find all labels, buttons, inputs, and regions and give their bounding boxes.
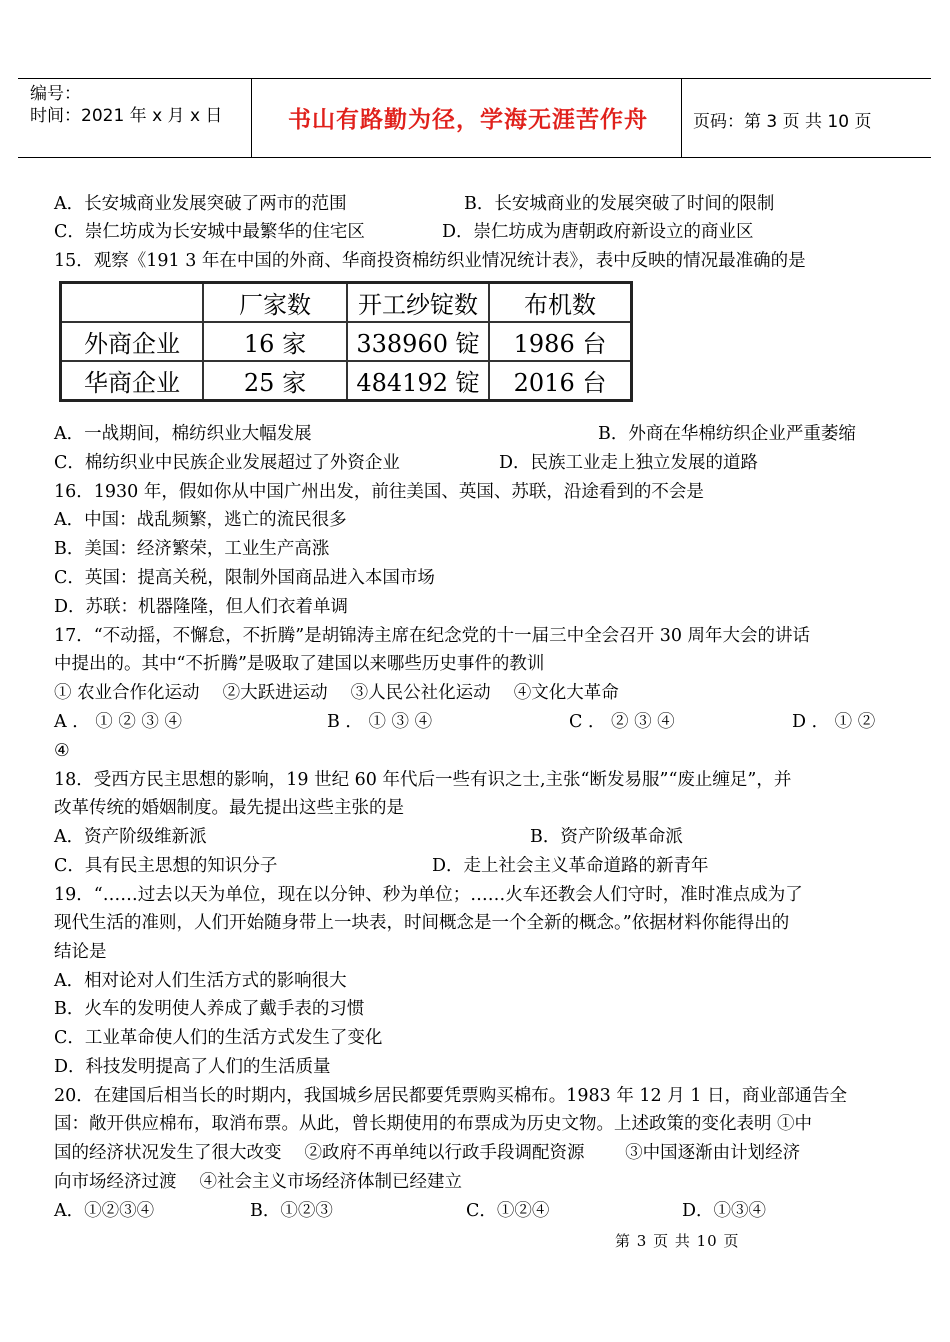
q15-option-b: B．外商在华棉纺织企业严重萎缩 [598, 424, 856, 444]
header-divider [681, 79, 682, 157]
q20-option-d: D．①③④ [682, 1201, 767, 1221]
table-row [61, 322, 632, 361]
q17-option-a: A ． ① ② ③ ④ [54, 712, 182, 732]
q15-option-d: D．民族工业走上独立发展的道路 [499, 453, 759, 473]
page-footer: 第 3 页 共 10 页 [615, 1232, 740, 1250]
q20-stem-line1: 20．在建国后相当长的时期内，我国城乡居民都要凭票购买棉布。1983 年 12 月 1 日，商业部通告全 [54, 1086, 848, 1106]
table-cell: 华商企业 [61, 361, 204, 401]
time-label: 时间：2021 年 x 月 x 日 [30, 106, 223, 126]
page-header [18, 78, 931, 158]
q17-stem-line2: 中提出的。其中“不折腾”是吸取了建国以来哪些历史事件的教训 [54, 654, 545, 674]
q16-option-c: C．英国：提高关税，限制外国商品进入本国市场 [54, 568, 435, 588]
table-cell: 338960 锭 [347, 322, 489, 361]
q17-stem-line1: 17．“不动摇，不懈怠，不折腾”是胡锦涛主席在纪念党的十一届三中全会召开 30 周年大会的讲话 [54, 626, 811, 646]
table-cell: 1986 台 [489, 322, 632, 361]
q20-stem-line4: 向市场经济过渡 ④社会主义市场经济体制已经建立 [54, 1172, 463, 1192]
q16-stem: 16．1930 年，假如你从中国广州出发，前往美国、英国、苏联，沿途看到的不会是 [54, 482, 704, 502]
q14-option-b: B．长安城商业的发展突破了时间的限制 [464, 194, 775, 214]
q14-option-d: D．崇仁坊成为唐朝政府新设立的商业区 [442, 222, 754, 242]
q20-option-c: C．①②④ [466, 1201, 550, 1221]
q15-option-c: C．棉纺织业中民族企业发展超过了外资企业 [54, 453, 400, 473]
q19-stem-line2: 现代生活的准则，人们开始随身带上一块表，时间概念是一个全新的概念。”依据材料你能得出的 [54, 913, 790, 933]
q15-stem: 15．观察《191 3 年在中国的外商、华商投资棉纺织业情况统计表》，表中反映的情况最准确的是 [54, 251, 806, 271]
q19-option-d: D．科技发明提高了人们的生活质量 [54, 1057, 331, 1077]
q17-option-c: C ． ② ③ ④ [569, 712, 675, 732]
q18-option-b: B．资产阶级革命派 [530, 827, 683, 847]
q15-statistics-table [59, 281, 633, 402]
table-cell: 25 家 [203, 361, 347, 401]
header-divider [251, 79, 252, 157]
table-header-cell [61, 283, 204, 323]
q20-option-b: B．①②③ [250, 1201, 333, 1221]
header-motto: 书山有路勤为径，学海无涯苦作舟 [288, 107, 648, 133]
q17-option-b: B ． ① ③ ④ [327, 712, 433, 732]
q20-stem-line2: 国：敞开供应棉布，取消布票。从此，曾长期使用的布票成为历史文物。上述政策的变化表明 ①中 [54, 1114, 813, 1134]
table-header-cell: 布机数 [489, 283, 632, 323]
q18-stem-line1: 18．受西方民主思想的影响，19 世纪 60 年代后一些有识之士,主张“断发易服”“废止缠足”，并 [54, 770, 792, 790]
q15-option-a: A．一战期间，棉纺织业大幅发展 [54, 424, 312, 444]
q16-option-a: A．中国：战乱频繁，逃亡的流民很多 [54, 510, 347, 530]
q18-stem-line2: 改革传统的婚姻制度。最先提出这些主张的是 [54, 798, 404, 818]
q18-option-d: D．走上社会主义革命道路的新青年 [432, 856, 709, 876]
table-header-cell: 厂家数 [203, 283, 347, 323]
table-cell: 16 家 [203, 322, 347, 361]
table-row [61, 361, 632, 401]
q19-option-a: A．相对论对人们生活方式的影响很大 [54, 971, 347, 991]
table-cell: 外商企业 [61, 322, 204, 361]
q19-stem-line3: 结论是 [54, 942, 107, 962]
q16-option-d: D．苏联：机器隆隆，但人们衣着单调 [54, 597, 349, 617]
q19-option-b: B．火车的发明使人养成了戴手表的习惯 [54, 999, 365, 1019]
q17-option-d: D ． ① ② [792, 712, 876, 732]
q19-stem-line1: 19．“……过去以天为单位，现在以分钟、秒为单位；……火车还教会人们守时，准时准点成为了 [54, 885, 803, 905]
serial-label: 编号： [30, 84, 81, 104]
q19-option-c: C．工业革命使人们的生活方式发生了变化 [54, 1028, 383, 1048]
q18-option-c: C．具有民主思想的知识分子 [54, 856, 278, 876]
table-cell: 2016 台 [489, 361, 632, 401]
q16-option-b: B．美国：经济繁荣，工业生产高涨 [54, 539, 330, 559]
q14-option-c: C．崇仁坊成为长安城中最繁华的住宅区 [54, 222, 365, 242]
q14-option-a: A．长安城商业发展突破了两市的范围 [54, 194, 347, 214]
q20-option-a: A．①②③④ [54, 1201, 155, 1221]
table-header-row [61, 283, 632, 323]
header-meta [30, 83, 222, 127]
q20-stem-line3: 国的经济状况发生了很大改变 ②政府不再单纯以行政手段调配资源 ③中国逐渐由计划经济 [54, 1143, 801, 1163]
q18-option-a: A．资产阶级维新派 [54, 827, 207, 847]
header-page-info: 页码：第 3 页 共 10 页 [693, 112, 872, 132]
table-cell: 484192 锭 [347, 361, 489, 401]
q17-option-d-continued: ④ [54, 741, 70, 761]
q17-items: ① 农业合作化运动 ②大跃进运动 ③人民公社化运动 ④文化大革命 [54, 683, 619, 703]
table-header-cell: 开工纱锭数 [347, 283, 489, 323]
